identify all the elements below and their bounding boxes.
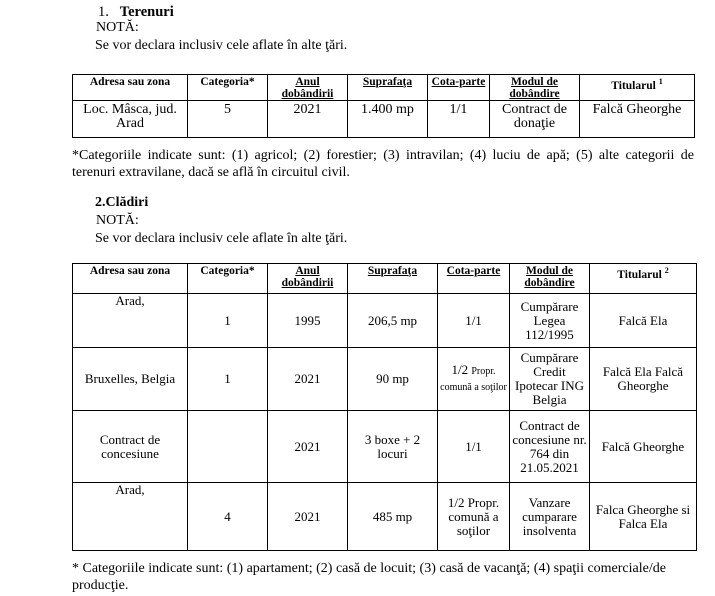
buildings-cell-suprafata: 3 boxe + 2 locuri — [348, 411, 438, 483]
section1-nota: NOTĂ: — [96, 20, 139, 35]
buildings-header-cota: Cota-parte — [438, 264, 510, 294]
land-cell-cota: 1/1 — [428, 101, 490, 138]
land-cell-categoria: 5 — [188, 101, 268, 138]
buildings-cell-titular: Falcă Ela Falcă Gheorghe — [590, 348, 697, 411]
buildings-cell-suprafata: 485 mp — [348, 483, 438, 551]
table-row — [73, 294, 697, 348]
table-row — [73, 411, 697, 483]
section1-heading-number: 1. — [98, 4, 109, 20]
buildings-header-adresa: Adresa sau zona — [73, 264, 188, 294]
buildings-cell-adresa: Contract de concesiune — [73, 411, 188, 483]
land-table-header-row — [73, 75, 695, 101]
buildings-cell-cota-value: 1/2 — [451, 362, 469, 377]
section1-footnote: *Categoriile indicate sunt: (1) agricol; (2) forestier; (3) intravilan; (4) luciu de apă; (5) alte categorii de terenuri extravilane, dacă se află în circuitul civil. — [72, 148, 694, 180]
buildings-table — [72, 263, 697, 551]
buildings-cell-anul: 1995 — [268, 294, 348, 348]
land-header-titular-sup: 1 — [658, 77, 663, 86]
buildings-cell-categoria: 4 — [188, 483, 268, 551]
buildings-cell-anul: 2021 — [268, 411, 348, 483]
land-cell-adresa: Loc. Mâsca, jud. Arad — [73, 101, 188, 138]
buildings-cell-categoria: 1 — [188, 294, 268, 348]
buildings-cell-cota: 1/1 — [438, 294, 510, 348]
land-cell-titular: Falcă Gheorghe — [580, 101, 695, 138]
section2-heading: 2.Clădiri — [95, 195, 149, 210]
buildings-cell-categoria — [188, 411, 268, 483]
buildings-header-titular-sup: 2 — [664, 266, 669, 275]
table-row — [73, 483, 697, 551]
land-header-titular-label: Titularul — [611, 79, 656, 92]
land-header-cota: Cota-parte — [428, 75, 490, 101]
buildings-cell-cota — [438, 348, 510, 411]
section2-nota: NOTĂ: — [96, 213, 139, 228]
buildings-header-categoria: Categoria* — [188, 264, 268, 294]
buildings-cell-cota-note: Propr. comună a soţilor — [440, 366, 507, 393]
buildings-header-titular — [590, 264, 697, 294]
buildings-cell-anul: 2021 — [268, 348, 348, 411]
buildings-header-modul: Modul de dobândire — [510, 264, 590, 294]
table-row — [73, 348, 697, 411]
land-cell-suprafata: 1.400 mp — [348, 101, 428, 138]
land-header-suprafata: Suprafaţa — [348, 75, 428, 101]
buildings-cell-suprafata: 206,5 mp — [348, 294, 438, 348]
buildings-cell-modul: Contract de concesiune nr. 764 din 21.05.2021 — [510, 411, 590, 483]
buildings-cell-anul: 2021 — [268, 483, 348, 551]
buildings-cell-titular: Falca Gheorghe si Falca Ela — [590, 483, 697, 551]
land-header-titular — [580, 75, 695, 101]
buildings-cell-cota: 1/1 — [438, 411, 510, 483]
land-table — [72, 74, 695, 138]
land-header-anul: Anul dobândirii — [268, 75, 348, 101]
buildings-cell-adresa: Bruxelles, Belgia — [73, 348, 188, 411]
buildings-cell-categoria: 1 — [188, 348, 268, 411]
buildings-header-suprafata: Suprafaţa — [348, 264, 438, 294]
buildings-cell-modul: Vanzare cumparare insolventa — [510, 483, 590, 551]
land-header-categoria: Categoria* — [188, 75, 268, 101]
land-cell-modul: Contract de donaţie — [490, 101, 580, 138]
land-header-adresa: Adresa sau zona — [73, 75, 188, 101]
section2-note-text: Se vor declara inclusiv cele aflate în alte ţări. — [95, 231, 348, 246]
buildings-cell-adresa: Arad, — [73, 483, 188, 551]
buildings-cell-adresa: Arad, — [73, 294, 188, 348]
buildings-cell-titular: Falcă Gheorghe — [590, 411, 697, 483]
land-cell-anul: 2021 — [268, 101, 348, 138]
buildings-header-titular-label: Titularul — [617, 268, 662, 281]
buildings-header-anul: Anul dobândirii — [268, 264, 348, 294]
buildings-cell-modul: Cumpărare Credit Ipotecar ING Belgia — [510, 348, 590, 411]
buildings-cell-cota: 1/2 Propr. comună a soţilor — [438, 483, 510, 551]
buildings-cell-suprafata: 90 mp — [348, 348, 438, 411]
buildings-table-header-row — [73, 264, 697, 294]
land-header-modul: Modul de dobândire — [490, 75, 580, 101]
table-row — [73, 101, 695, 138]
buildings-cell-modul: Cumpărare Legea 112/1995 — [510, 294, 590, 348]
buildings-cell-titular: Falcă Ela — [590, 294, 697, 348]
section1-heading — [98, 4, 174, 21]
section2-footnote: * Categoriile indicate sunt: (1) apartament; (2) casă de locuit; (3) casă de vacanţă; (4) spaţii comerciale/de producţie. — [72, 561, 666, 593]
section1-note-text: Se vor declara inclusiv cele aflate în alte ţări. — [95, 38, 348, 53]
section1-heading-title: Terenuri — [119, 4, 174, 20]
